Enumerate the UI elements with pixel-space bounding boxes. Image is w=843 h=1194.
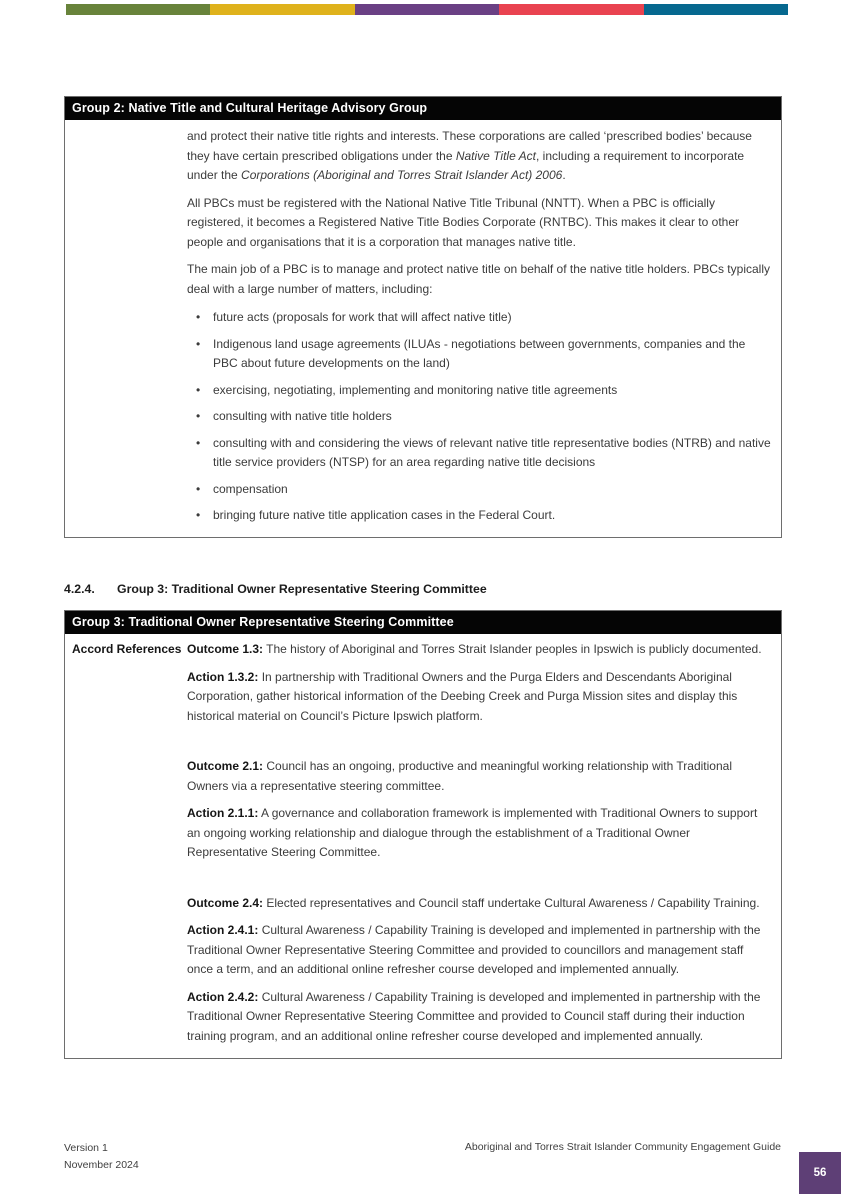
- action-label: Action 2.4.1:: [187, 923, 259, 937]
- paragraph-text: .: [562, 168, 566, 182]
- outcome-item: [187, 640, 771, 660]
- list-item: • future acts (proposals for work that will affect native title): [187, 308, 771, 328]
- paragraph-text: , including a requirement to incorporate under the: [187, 148, 745, 182]
- action-text: In partnership with Traditional Owners and the Purga Elders and Descendants Aboriginal Corporation, gather historical information of the Deebing Creek and Purga Mission sites and display this historical material on Council’s Picture Ipswich platform.: [187, 669, 738, 723]
- footer-version-line2: November 2024: [64, 1158, 139, 1171]
- action-text: A governance and collaboration framework is implemented with Traditional Owners to support an ongoing working relationship and dialogue through the establishment of a Traditional Owner Representative Steering Committee.: [187, 806, 758, 859]
- group3-table: [64, 610, 782, 1059]
- list-item: • bringing future native title application cases in the Federal Court.: [187, 506, 771, 526]
- outcome-label: Outcome 2.1:: [187, 759, 264, 773]
- outcome-item: [187, 757, 771, 796]
- action-label: Action 1.3.2:: [187, 669, 259, 684]
- italic-act-name: Corporations (Aboriginal and Torres Strait Islander Act) 2006: [241, 168, 563, 182]
- list-item: • compensation: [187, 480, 771, 500]
- footer-version-line1: Version 1: [64, 1142, 108, 1154]
- page-number-badge: 56: [799, 1152, 841, 1194]
- action-item: [187, 921, 771, 980]
- top-bar-segment-red: [499, 4, 643, 15]
- outcome-text: Elected representatives and Council staff undertake Cultural Awareness / Capability Training.: [263, 895, 760, 910]
- action-label: Action 2.1.1:: [187, 806, 259, 820]
- list-item: • consulting with and considering the views of relevant native title representative bodies (NTRB) and native title service providers (NTSP) for an area regarding native title decisions: [187, 434, 771, 473]
- outcome-label: Outcome 1.3:: [187, 642, 264, 656]
- group3-content-cell: [184, 634, 781, 1058]
- top-bar-segment-teal: [644, 4, 788, 15]
- action-label: Action 2.4.2:: [187, 989, 259, 1004]
- top-bar-segment-purple: [355, 4, 499, 15]
- action-item: [187, 804, 771, 863]
- list-item: • consulting with native title holders: [187, 407, 771, 427]
- accord-references-cell: Accord References: [72, 642, 182, 656]
- footer-version: [64, 1140, 139, 1173]
- paragraph-text: and protect their native title rights and interests. These corporations are called ‘prescribed bodies’ because they have certain prescribed obligations under the: [187, 129, 752, 163]
- list-item: • Indigenous land usage agreements (ILUAs - negotiations between governments, companies and the PBC about future developments on the land): [187, 335, 771, 374]
- top-bar-segment-green: [66, 4, 210, 15]
- section-number: 4.2.4.: [64, 582, 95, 596]
- footer-doc-title: Aboriginal and Torres Strait Islander Community Engagement Guide: [464, 1141, 781, 1153]
- bullet-list: [187, 308, 771, 526]
- outcome-item: [187, 894, 771, 914]
- list-item: • exercising, negotiating, implementing and monitoring native title agreements: [187, 381, 771, 401]
- section-heading: [64, 582, 487, 596]
- top-bar-segment-gold: [210, 4, 354, 15]
- outcome-text: Council has an ongoing, productive and meaningful working relationship with Traditional Owners via a representative steering committee.: [187, 759, 732, 793]
- group3-table-body: [65, 634, 781, 1058]
- group2-table-body: [65, 120, 781, 537]
- outcome-label: Outcome 2.4:: [187, 895, 264, 910]
- section-title: Group 3: Traditional Owner Representative Steering Committee: [117, 582, 487, 596]
- group3-table-header: Group 3: Traditional Owner Representative Steering Committee: [65, 611, 781, 634]
- action-item: [187, 988, 771, 1047]
- italic-act-name: Native Title Act: [455, 148, 536, 163]
- outcome-text: The history of Aboriginal and Torres Strait Islander peoples in Ipswich is publicly documented.: [263, 642, 762, 656]
- paragraph: All PBCs must be registered with the National Native Title Tribunal (NNTT). When a PBC is officially registered, it becomes a Registered Native Title Bodies Corporate (RNTBC). This makes it clear to other people and organisations that it is a corporation that manages native title.: [187, 195, 739, 249]
- action-text: Cultural Awareness / Capability Training is developed and implemented in partnership with the Traditional Owner Representative Steering Committee and provided to councillors and management staff once a term, and an additional online refresher course developed and implemented annually.: [187, 923, 761, 976]
- paragraph: The main job of a PBC is to manage and protect native title on behalf of the native title holders. PBCs typically deal with a large number of matters, including:: [187, 262, 770, 296]
- group2-table-header: Group 2: Native Title and Cultural Heritage Advisory Group: [65, 97, 781, 120]
- action-item: [187, 668, 771, 727]
- paragraph: [187, 127, 771, 186]
- top-color-bar: [66, 4, 788, 15]
- action-text: Cultural Awareness / Capability Training is developed and implemented in partnership with the Traditional Owner Representative Steering Committee and provided to Council staff during their induction training program, and an additional online refresher course developed and implemented annually.: [187, 989, 761, 1043]
- group2-table: [64, 96, 782, 538]
